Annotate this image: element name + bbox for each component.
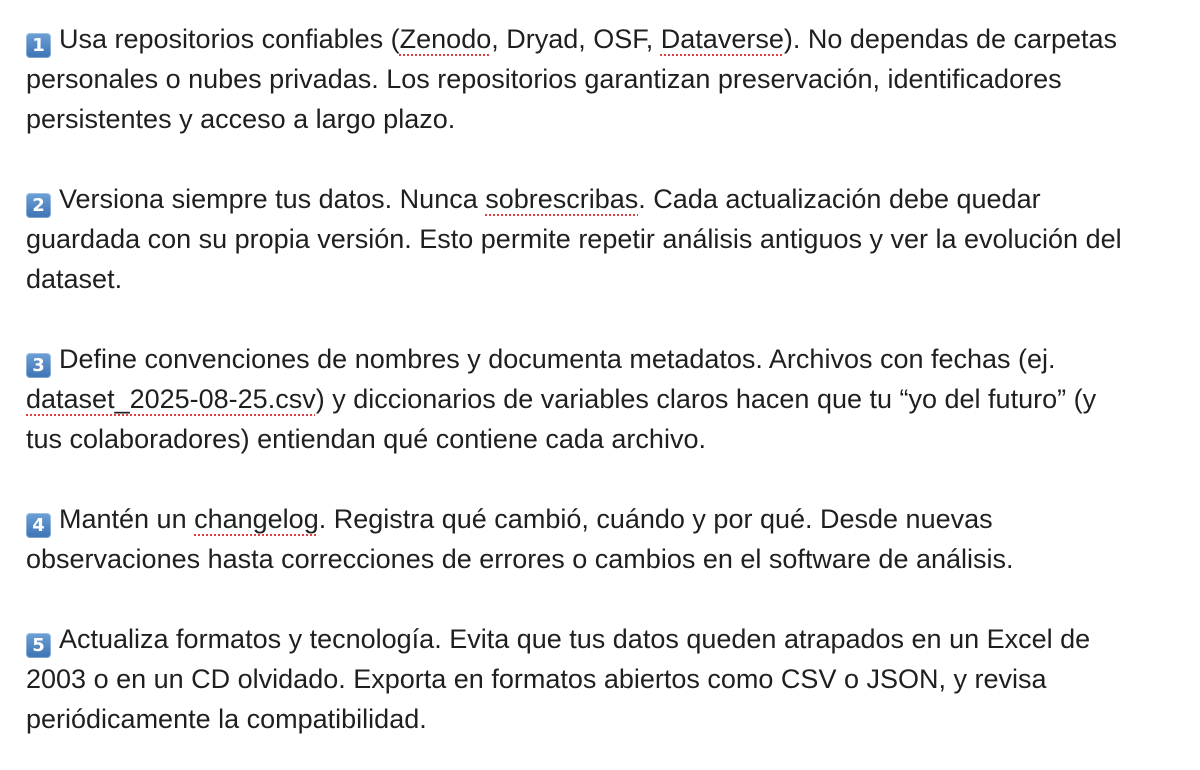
list-item (26, 19, 1176, 139)
text-segment: Define convenciones de nombres y documenta metadatos. Archivos con fechas (ej. (59, 344, 1056, 374)
text-segment: ) y diccionarios de variables claros hacen que tu “yo del futuro” (y (315, 384, 1097, 414)
list-item (26, 619, 1176, 739)
text-segment: ). No dependas de carpetas (783, 24, 1118, 54)
misspelled-word: dataset_2025-08-25.csv (26, 384, 316, 414)
text-line: tus colaboradores) entiendan qué contiene cada archivo. (26, 424, 706, 454)
text-segment: . Cada actualización debe quedar (638, 184, 1041, 214)
text-line: observaciones hasta correcciones de errores o cambios en el software de análisis. (26, 544, 1014, 574)
text-line: personales o nubes privadas. Los repositorios garantizan preservación, identificadores (26, 64, 1062, 94)
text-line: 2003 o en un CD olvidado. Exporta en formatos abiertos como CSV o JSON, y revisa (26, 664, 1047, 694)
text-line: dataset. (26, 264, 123, 294)
misspelled-word: Zenodo (399, 24, 492, 54)
text-line: guardada con su propia versión. Esto permite repetir análisis antiguos y ver la evolución del (26, 224, 1122, 254)
text-segment: Usa repositorios confiables ( (59, 24, 400, 54)
misspelled-word: changelog (194, 504, 319, 534)
keycap-2-icon: 2 (26, 193, 51, 218)
text-segment: Actualiza formatos y tecnología. Evita que tus datos queden atrapados en un Excel de (59, 624, 1091, 654)
text-line: persistentes y acceso a largo plazo. (26, 104, 456, 134)
document-body (26, 19, 1176, 739)
keycap-4-icon: 4 (26, 513, 51, 538)
text-line (26, 19, 1176, 59)
keycap-1-icon: 1 (26, 33, 51, 58)
text-line (26, 379, 1176, 419)
text-line (26, 499, 1176, 539)
list-item (26, 179, 1176, 299)
text-line: periódicamente la compatibilidad. (26, 704, 427, 734)
keycap-3-icon: 3 (26, 353, 51, 378)
text-segment: , Dryad, OSF, (491, 24, 661, 54)
keycap-5-icon: 5 (26, 633, 51, 658)
misspelled-word: Dataverse (660, 24, 784, 54)
text-line (26, 179, 1176, 219)
text-segment: Mantén un (59, 504, 195, 534)
text-segment: Versiona siempre tus datos. Nunca (59, 184, 486, 214)
list-item (26, 339, 1176, 459)
list-item (26, 499, 1176, 579)
text-line (26, 619, 1176, 659)
text-segment: . Registra qué cambió, cuándo y por qué. Desde nuevas (318, 504, 993, 534)
text-line (26, 339, 1176, 379)
misspelled-word: sobrescribas (485, 184, 639, 214)
